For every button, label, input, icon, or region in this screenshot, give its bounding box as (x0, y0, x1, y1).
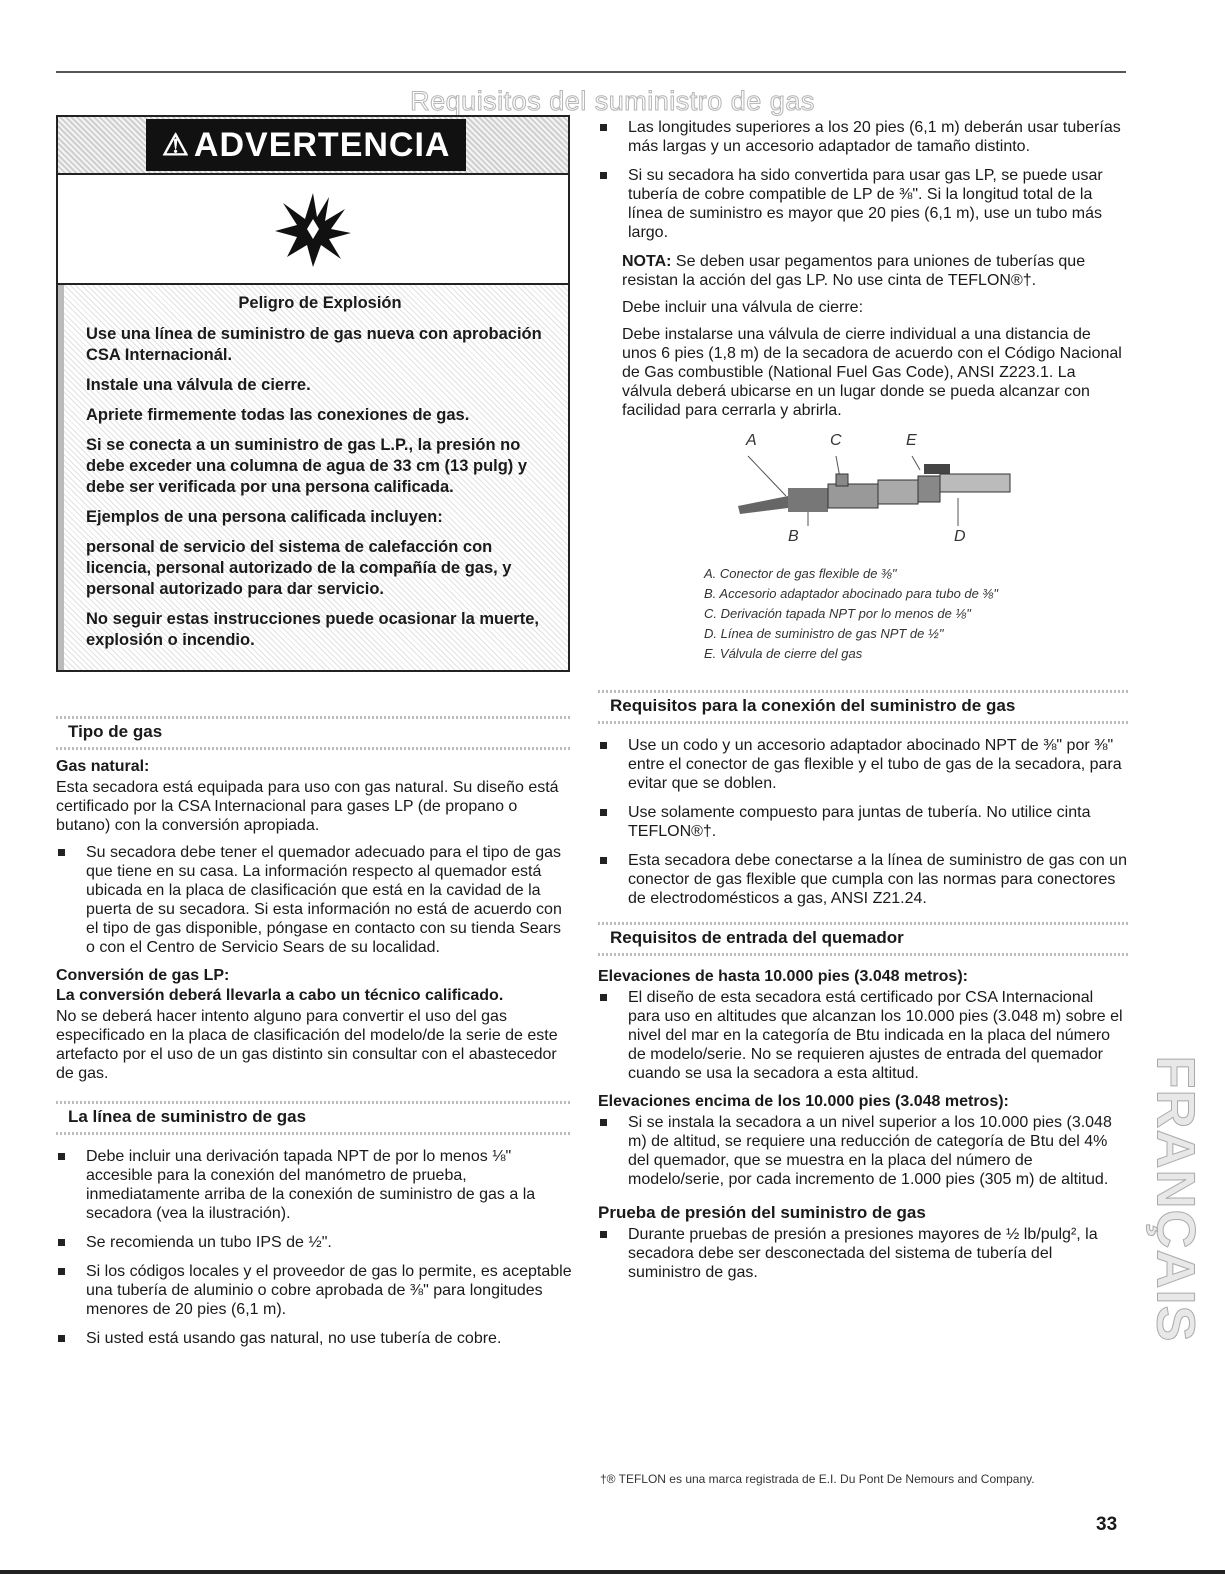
caption: D. Línea de suministro de gas NPT de ½" (704, 626, 944, 641)
warning-line: personal de servicio del sistema de calefacción con licencia, personal autorizado de la compañía de gas, y personal autorizado para dar servicio. (86, 538, 512, 598)
warning-header (58, 117, 568, 175)
gas-connection-diagram (658, 428, 1128, 558)
elevation-label: Elevaciones de hasta 10.000 pies (3.048 metros): (598, 968, 968, 985)
bottom-rule (0, 1570, 1225, 1574)
warning-line: Instale una válvula de cierre. (86, 376, 311, 394)
list-item: El diseño de esta secadora está certificado por CSA Internacional para uso en altitudes que alcanzan los 10.000 pies (3.048 m) sobre el nivel del mar en la categoría de Btu indicada en la placa del número de modelo/serie. No se requieren ajustes de entrada del quemador cuando se usa la secadora a esta altitud. (598, 988, 1128, 1083)
diagram-label: D (954, 528, 966, 545)
footnote: †® TEFLON es una marca registrada de E.I. Du Pont De Nemours and Company. (600, 1472, 1035, 1486)
elev1-list (598, 988, 1128, 1083)
page-title: Requisitos del suministro de gas (410, 86, 815, 116)
page-number: 33 (1096, 1514, 1118, 1535)
gas-natural-text: Esta secadora está equipada para uso con gas natural. Su diseño está certificado por la CSA Internacional para gases LP (de propano o butano) con la conversión apropiada. (56, 779, 559, 834)
tipo-gas-list (56, 843, 572, 957)
list-item: Si se instala la secadora a un nivel superior a los 10.000 pies (3.048 m) de altitud, se requiere una reducción de categoría de Btu del 4% del quemador, que se muestra en la placa del número de modelo/serie, por cada incremento de 1.000 pies (305 m) de altitud. (598, 1113, 1128, 1189)
elevation-label: Elevaciones encima de los 10.000 pies (3.048 metros): (598, 1093, 1009, 1110)
list-item: Si usted está usando gas natural, no use tubería de cobre. (56, 1329, 572, 1348)
conversion-text: No se deberá hacer intento alguno para convertir el uso del gas especificado en la placa de clasificación del modelo/de la serie de este artefacto por el uso de un gas distinto sin consultar con el abastecedor de gas. (56, 1008, 558, 1082)
warning-line: Ejemplos de una persona calificada incluyen: (86, 508, 443, 526)
right-column (598, 118, 1128, 1292)
list-item: Su secadora debe tener el quemador adecuado para el tipo de gas que tiene en su casa. La información respecto al quemador está ubicada en la placa de clasificación que está en la cavidad de la puerta de su secadora. Si esta información no está de acuerdo con el tipo de gas disponible, póngase en contacto con su tienda Sears o con el Centro de Servicio Sears de su localidad. (56, 843, 572, 957)
language-side-tab (1145, 1050, 1214, 1350)
caption: C. Derivación tapada NPT por lo menos de ⅛" (704, 606, 971, 621)
section-heading-prueba: Prueba de presión del suministro de gas (598, 1203, 926, 1222)
warning-line: Si se conecta a un suministro de gas L.P., la presión no debe exceder una columna de agua de 33 cm (13 pulg) y debe ser verificada por una persona calificada. (86, 436, 528, 496)
valve-text: Debe instalarse una válvula de cierre individual a una distancia de unos 6 pies (1,8 m) de la secadora de acuerdo con el Código Nacional de Gas combustible (National Fuel Gas Code), ANSI Z223.1. La válvula deberá ubicarse en un lugar donde se pueda alcanzar con facilidad para cerrarla y abrirla. (622, 326, 1122, 419)
diagram-label: C (830, 432, 842, 449)
section-heading-conexion: Requisitos para la conexión del suministro de gas (598, 686, 1128, 724)
warning-line: No seguir estas instrucciones puede ocasionar la muerte, explosión o incendio. (86, 610, 539, 649)
prueba-list (598, 1225, 1128, 1282)
list-item: Se recomienda un tubo IPS de ½". (56, 1233, 572, 1252)
list-item: Esta secadora debe conectarse a la línea de suministro de gas con un conector de gas flexible que cumpla con las normas para conectores de electrodomésticos a gas, ANSI Z21.24. (598, 851, 1128, 908)
warning-line: Apriete firmemente todas las conexiones de gas. (86, 406, 470, 424)
warning-heading: Peligro de Explosión (238, 294, 402, 312)
conexion-list (598, 736, 1128, 908)
caption: B. Accesorio adaptador abocinado para tubo de ⅜" (704, 586, 998, 601)
caption: E. Válvula de cierre del gas (704, 646, 863, 661)
warning-triangle-icon: ⚠ (162, 128, 190, 162)
list-item: Use un codo y un accesorio adaptador abocinado NPT de ⅜" por ⅜" entre el conector de gas flexible y el tubo de gas de la secadora, para evitar que se doblen. (598, 736, 1128, 793)
valve-intro: Debe incluir una válvula de cierre: (622, 299, 864, 316)
list-item: Durante pruebas de presión a presiones mayores de ½ lb/pulg², la secadora debe ser desconectada del sistema de tubería del suministro de gas. (598, 1225, 1128, 1282)
conversion-bold: La conversión deberá llevarla a cabo un técnico calificado. (56, 987, 504, 1004)
list-item: Use solamente compuesto para juntas de tubería. No utilice cinta TEFLON®†. (598, 803, 1128, 841)
warning-body (58, 285, 568, 670)
diagram-label: A (746, 432, 757, 449)
diagram-label: B (788, 528, 799, 545)
pipe-illustration (728, 448, 1018, 528)
conversion-label: Conversión de gas LP: (56, 967, 230, 984)
top-rule (56, 71, 1126, 73)
caption: A. Conector de gas flexible de ⅜" (704, 566, 897, 581)
section-heading-quemador: Requisitos de entrada del quemador (598, 918, 1128, 956)
warning-line: Use una línea de suministro de gas nueva con aprobación CSA Internacionál. (86, 325, 542, 364)
section-heading-tipo-gas: Tipo de gas (56, 712, 572, 750)
section-heading-linea: La línea de suministro de gas (56, 1097, 572, 1135)
diagram-label: E (906, 432, 917, 449)
side-tab-label: FRANÇAIS (1145, 1055, 1206, 1343)
warning-box (56, 115, 570, 672)
linea-list (56, 1147, 572, 1348)
elev2-list (598, 1113, 1128, 1189)
right-top-list (598, 118, 1128, 242)
nota-text: Se deben usar pegamentos para uniones de tuberías que resistan la acción del gas LP. No use cinta de TEFLON®†. (622, 253, 1086, 289)
nota (598, 252, 1128, 290)
diagram-captions (704, 564, 1128, 664)
nota-label: NOTA: (622, 253, 672, 270)
list-item: Debe incluir una derivación tapada NPT de por lo menos ⅛" accesible para la conexión del manómetro de prueba, inmediatamente arriba de la conexión de suministro de gas a la secadora (vea la ilustración). (56, 1147, 572, 1223)
list-item: Si su secadora ha sido convertida para usar gas LP, se puede usar tubería de cobre compatible de LP de ⅜". Si la longitud total de la línea de suministro es mayor que 20 pies (6,1 m), use un tubo más largo. (598, 166, 1128, 242)
left-column (56, 115, 572, 1358)
list-item: Si los códigos locales y el proveedor de gas lo permite, es aceptable una tubería de aluminio o cobre aprobada de ⅜" para longitudes menores de 20 pies (6,1 m). (56, 1262, 572, 1319)
explosion-icon (58, 175, 568, 285)
warning-title: ⚠ ADVERTENCIA (146, 119, 466, 171)
gas-natural-label: Gas natural: (56, 758, 150, 775)
list-item: Las longitudes superiores a los 20 pies (6,1 m) deberán usar tuberías más largas y un accesorio adaptador de tamaño distinto. (598, 118, 1128, 156)
